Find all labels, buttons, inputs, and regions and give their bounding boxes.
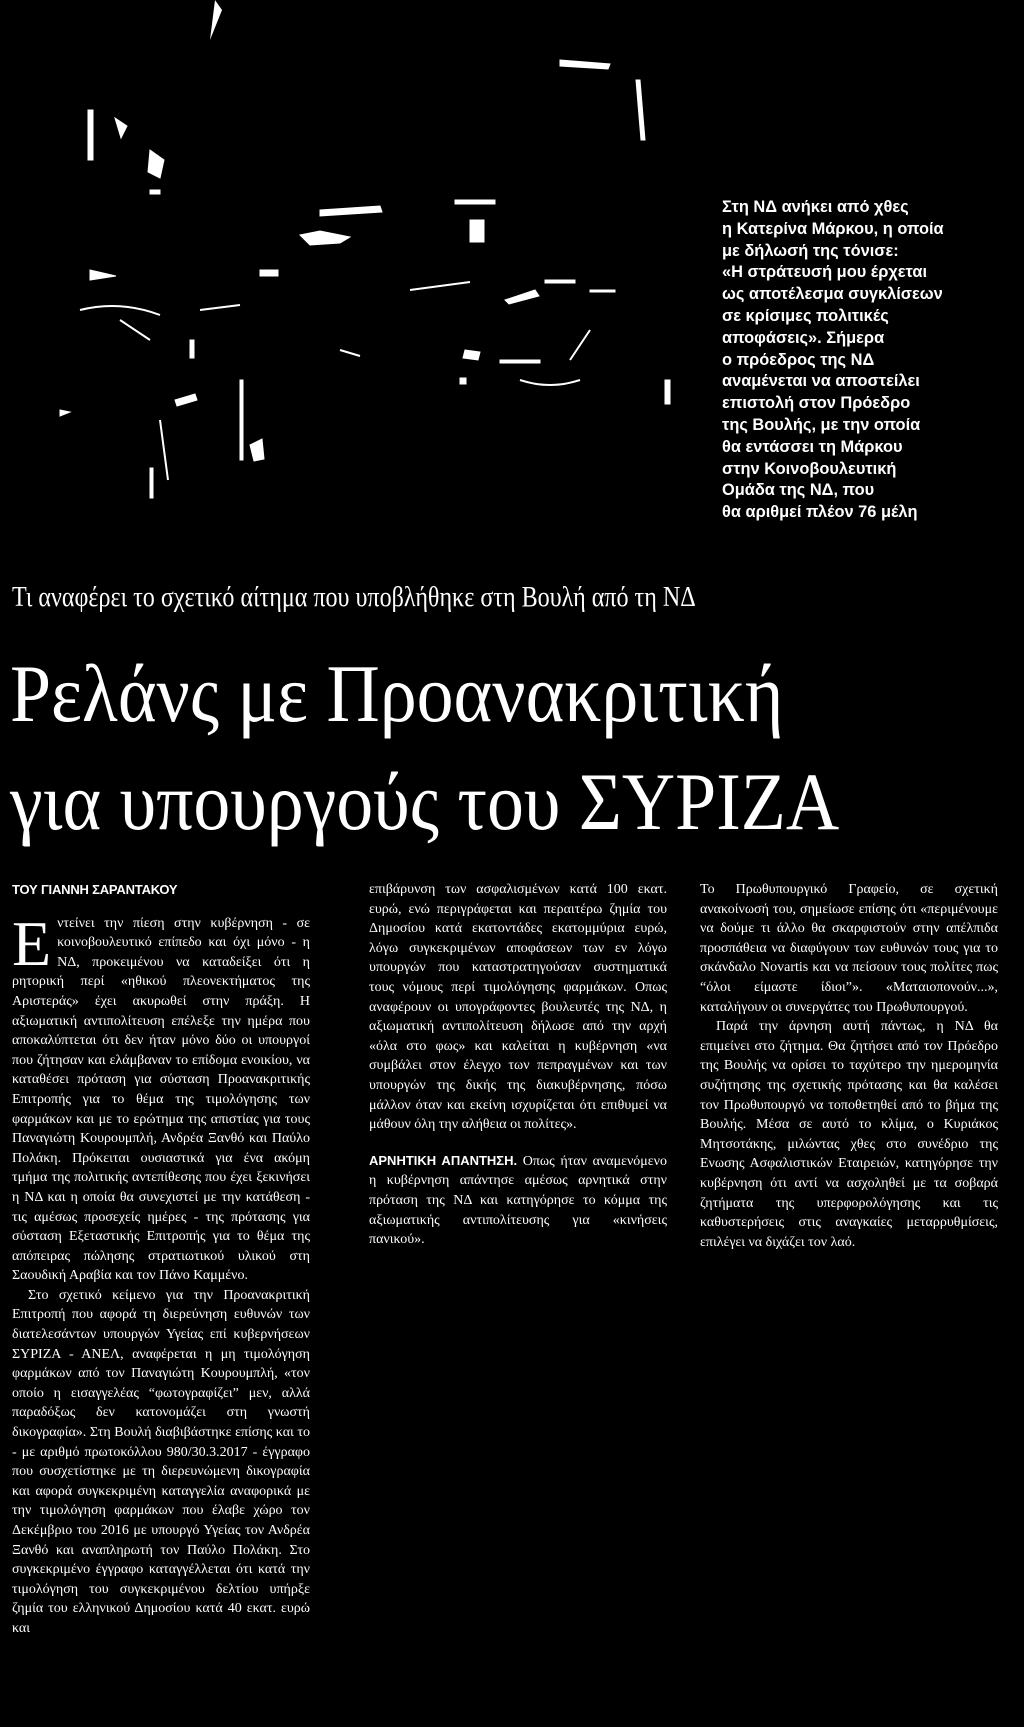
kicker: Τι αναφέρει το σχετικό αίτημα που υποβλήθηκε στη Βουλή από τη ΝΔ bbox=[12, 582, 696, 613]
caption-line: ο πρόεδρος της ΝΔ bbox=[722, 350, 875, 369]
article-column-2 bbox=[369, 880, 667, 1250]
caption-line: αποφάσεις». Σήμερα bbox=[722, 328, 885, 347]
caption-line: αναμένεται να αποστείλει bbox=[722, 372, 920, 391]
caption-line: επιστολή στον Πρόεδρο bbox=[722, 394, 911, 413]
caption-line: στην Κοινοβουλευτική bbox=[722, 459, 897, 478]
caption-line: σε κρίσιμες πολιτικές bbox=[722, 306, 889, 325]
article-paragraph bbox=[12, 907, 310, 1286]
article-column-3 bbox=[700, 880, 998, 1252]
headline-line-1: Ρελάνς με Προανακριτική bbox=[10, 648, 784, 739]
caption-line: «Η στράτευσή μου έρχεται bbox=[722, 263, 928, 282]
photo-caption bbox=[722, 197, 1012, 524]
article-paragraph: Το Πρωθυπουργικό Γραφείο, σε σχετική ανακοίνωσή του, σημείωσε επίσης ότι «περιμένουμε να δούμε τι άλλο θα σκαρφιστούν στην απέλπιδα προσπάθεια να διαφύγουν των ευθυνών τους για το σκάνδαλο Novartis και να πείσουν τους πολίτες πως “όλοι είμαστε ίδιοι”». «Ματαιοπονούν...», καταλήγουν οι συνεργάτες του Πρωθυπουργού. bbox=[700, 882, 998, 1015]
caption-line: θα αριθμεί πλέον 76 μέλη bbox=[722, 503, 918, 522]
headline bbox=[10, 640, 928, 856]
article-paragraph bbox=[369, 1151, 667, 1250]
dropcap: Ε bbox=[12, 907, 52, 979]
article-paragraph: επιβάρυνση των ασφαλισμένων κατά 100 εκατ. ευρώ, ενώ περιγράφεται και περαιτέρω ζημία του Δημοσίου κατά εκατοντάδες εκατομμύρια ευρώ, λόγω συγκεκριμένων αποφάσεων των εν λόγω υπουργών που καταστρατηγούσαν συστηματικά τους νόμους περί τιμολόγησης φαρμάκων. Οπως αναφέρουν οι υπογράφοντες βουλευτές της ΝΔ, η αξιωματική αντιπολίτευση δήλωσε από την αρχή «όλα στο φως» και καλείται η κυβέρνηση «να συμβάλει στον έλεγχο των πεπραγμένων και των υπουργών της δικής της διακυβέρνησης, πόσω μάλλον όταν και εκείνη ισχυρίζεται ότι επιθυμεί να μάθουν όλη την αλήθεια οι πολίτες». bbox=[369, 882, 667, 1133]
paragraph-text: Οπως ήταν αναμενόμενο η κυβέρνηση απάντησε αμέσως αρνητικά στην πρόταση της ΝΔ και κατηγόρησε το κόμμα της αξιωματικής αντιπολίτευσης για «κινήσεις πανικού». bbox=[369, 1153, 668, 1248]
caption-line: η Κατερίνα Μάρκου, η οποία bbox=[722, 219, 944, 238]
article-paragraph: Παρά την άρνηση αυτή πάντως, η ΝΔ θα επιμείνει στο ζήτημα. Θα ζητήσει από τον Πρόεδρο της Βουλής να ορίσει το ταχύτερο την ημερομηνία συζήτησης της σχετικής πρότασης και θα καλέσει τον Πρωθυπουργό να τοποθετηθεί από το βήμα της Βουλής. Μέσα σε αυτό το κλίμα, ο Κυριάκος Μητσοτάκης, μιλώντας χθες στο συνέδριο της Ενωσης Ασφαλιστικών Εταιρειών, κατηγόρησε την κυβέρνηση ότι αντί να ασχοληθεί με τα σοβαρά ζητήματα της υπερφορολόγησης και τις καθυστερήσεις στις αναγκαίες μεταρρυθμίσεις, επιλέγει να διχάζει τον λαό. bbox=[700, 1019, 998, 1250]
caption-line: της Βουλής, με την οποία bbox=[722, 415, 921, 434]
caption-line: ως αποτέλεσμα συγκλίσεων bbox=[722, 285, 943, 304]
headline-line-2: για υπουργούς του ΣΥΡΙΖΑ bbox=[10, 756, 840, 847]
article-column-1 bbox=[12, 880, 310, 1639]
caption-line: Ομάδα της ΝΔ, που bbox=[722, 481, 875, 500]
byline: ΤΟΥ ΓΙΑΝΝΗ ΣΑΡΑΝΤΑΚΟΥ bbox=[12, 882, 178, 897]
article-paragraph: Στο σχετικό κείμενο για την Προανακριτική Επιτροπή που αφορά τη διερεύνηση ευθυνών των διατελεσάντων υπουργών Υγείας επί κυβερνήσεων ΣΥΡΙΖΑ - ΑΝΕΛ, αναφέρεται η μη τιμολόγηση φαρμάκων από τον Παναγιώτη Κουρουμπλή, «τον οποίο η εισαγγελέας “φωτογραφίζει” μεν, αλλά παραδόξως δεν κατονομάζει στη γνωστή δικογραφία». Στη Βουλή διαβιβάστηκε επίσης και το - με αριθμό πρωτοκόλλου 980/30.3.2017 - έγγραφο που συσχετίστηκε με τη διερευνώμενη δικογραφία και αφορά συγκεκριμένη καταγγελία αναφορικά με την τιμολόγηση φαρμάκων που έλαβε χώρο τον Δεκέμβριο του 2016 με υπουργό Υγείας τον Ανδρέα Ξανθό και αναπληρωτή τον Παύλο Πολάκη. Στο συγκεκριμένο έγγραφο καταγγέλλεται ότι κατά την τιμολόγηση του συγκεκριμένου δελτίου υπήρξε ζημία του ελληνικού Δημοσίου κατά 40 εκατ. ευρώ και bbox=[12, 1287, 310, 1636]
caption-line: Στη ΝΔ ανήκει από χθες bbox=[722, 198, 909, 216]
caption-line: θα εντάσσει τη Μάρκου bbox=[722, 437, 903, 456]
paragraph-text: ντείνει την πίεση στην κυβέρνηση - σε κοινοβουλευτικό επίπεδο και όχι μόνο - η ΝΔ, προκειμένου να καταδείξει ότι η ρητορική περί «ηθικού πλεονεκτήματος της Αριστεράς» έχει ακυρωθεί στην πράξη. Η αξιωματική αντιπολίτευση επέλεξε την ημέρα που αποκαλύπτεται ότι δεν ήταν μόνο δύο οι υπουργοί που ζήτησαν και ελάμβαναν το επίδομα ενοικίου, να καταθέσει πρόταση για σύσταση Προανακριτικής Επιτροπής για το θέμα της τιμολόγησης των φαρμάκων και με το ερώτημα της απιστίας για τους Παναγιώτη Κουρουμπλή, Ανδρέα Ξανθό και Παύλο Πολάκη. Πρόκειται ουσιαστικά για ένα ακόμη τμήμα της πολιτικής αντεπίθεσης που έχει ξεκινήσει η ΝΔ και η οποία θα συνεχιστεί με την κατάθεση - τις αμέσως προσεχείς ημέρες - της πρότασης για σύσταση Εξεταστικής Επιτροπής για το θέμα της απόπειρας πώλησης στρατιωτικού υλικού στη Σαουδική Αραβία και τον Πάνο Καμμένο. bbox=[12, 915, 310, 1284]
subhead: ΑΡΝΗΤΙΚΗ ΑΠΑΝΤΗΣΗ. bbox=[369, 1152, 518, 1168]
caption-line: με δήλωσή της τόνισε: bbox=[722, 241, 899, 260]
